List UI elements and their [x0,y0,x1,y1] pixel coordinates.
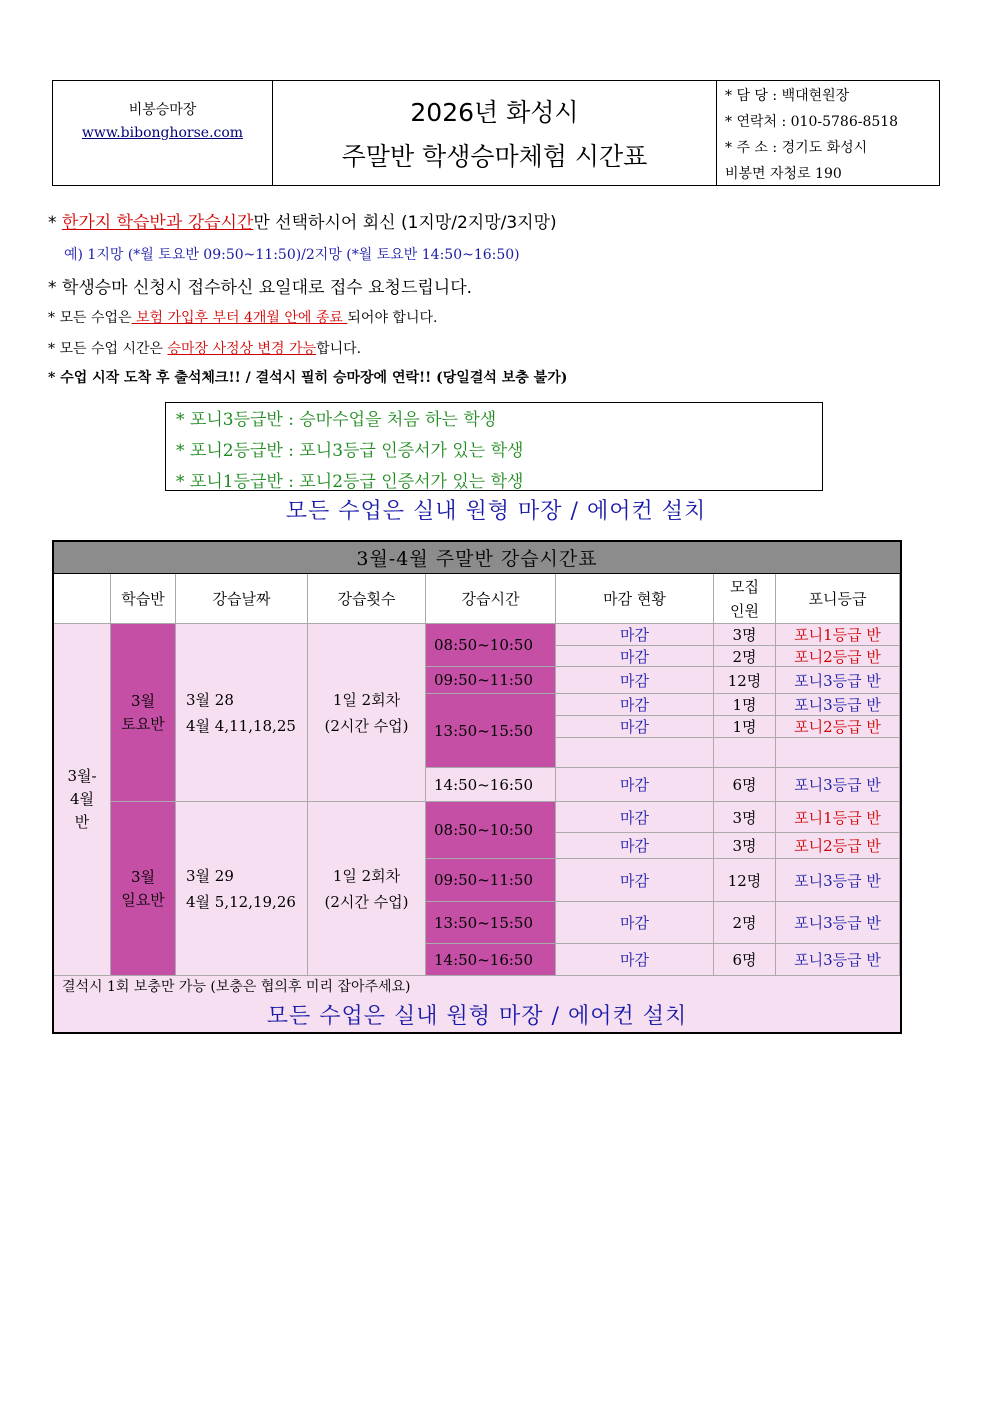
page-title-line1: 2026년 화성시 [410,98,579,127]
header-box [52,80,940,186]
header-recruit [714,574,776,624]
note-text: * 모든 수업 시간은 [48,341,168,357]
note-choose-one [48,208,557,233]
address-info-1: * 주 소 : 경기도 화성시 [725,140,868,156]
sun-time-0850: 08:50~10:50 [426,802,556,859]
sat-class-cell [111,624,176,802]
header-period [54,574,111,624]
period-line2: 4월 [69,790,95,808]
sun-dates-line1: 3월 29 [186,866,234,885]
note-apply: * 학생승마 신청시 접수하신 요일대로 접수 요청드립니다. [48,278,473,298]
note-example: 예) 1지망 (*월 토요반 09:50~11:50)/2지망 (*월 토요반 14:50~16:50) [64,247,520,263]
header-recruit-line2: 인원 [730,601,759,620]
sun-people-2: 3명 [714,833,776,859]
sat-dates-line1: 3월 28 [186,690,234,709]
header-recruit-line1: 모집 [730,577,759,596]
title-cell [273,81,717,185]
header-time: 강습시간 [426,574,556,624]
header-status: 마감 현황 [556,574,714,624]
note-time-change [48,338,361,358]
address-info-2: 비봉면 자청로 190 [725,166,842,182]
sat-status-3: 마감 [556,667,714,694]
sun-time-1450: 14:50~16:50 [426,944,556,976]
header-count: 강습횟수 [308,574,426,624]
sat-time-1450: 14:50~16:50 [426,768,556,802]
sat-people-7: 6명 [714,768,776,802]
period-cell [54,624,111,976]
header-dates: 강습날짜 [176,574,308,624]
sun-class-cell [111,802,176,976]
sat-people-3: 12명 [714,667,776,694]
note-insurance [48,307,437,327]
sat-grade-2: 포니2등급 반 [776,646,900,667]
sat-grade-5: 포니2등급 반 [776,716,900,738]
sat-class-line1: 3월 [130,691,156,710]
sun-grade-2: 포니2등급 반 [776,833,900,859]
sat-time-0950: 09:50~11:50 [426,667,556,694]
sun-people-4: 2명 [714,902,776,944]
sat-grade-6 [776,738,900,768]
note-highlight: 보험 가입후 부터 4개월 안에 종료 [131,310,348,326]
sun-status-4: 마감 [556,902,714,944]
sat-status-4: 마감 [556,694,714,716]
page-title-line2: 주말반 학생승마체험 시간표 [341,142,648,171]
sun-dates-line2: 4월 5,12,19,26 [186,892,296,911]
header-grade: 포니등급 [776,574,900,624]
sat-status-7: 마감 [556,768,714,802]
sat-grade-1: 포니1등급 반 [776,624,900,646]
makeup-note: 결석시 1회 보충만 가능 (보충은 협의후 미리 잡아주세요) [62,979,411,995]
sun-grade-1: 포니1등급 반 [776,802,900,833]
sat-status-6 [556,738,714,768]
notice-bottom: 모든 수업은 실내 원형 마장 / 에어컨 설치 [266,1004,688,1029]
timetable-title: 3월-4월 주말반 강습시간표 [54,542,900,574]
note-text: 합니다. [316,341,362,357]
note-star: * [48,213,62,233]
sat-count-cell [308,624,426,802]
sat-grade-3: 포니3등급 반 [776,667,900,694]
sun-count-cell [308,802,426,976]
sun-class-line2: 일요반 [121,890,165,909]
sat-dates-line2: 4월 4,11,18,25 [186,716,296,735]
sun-count-line2: (2시간 수업) [324,892,409,911]
period-line3: 반 [74,813,90,831]
sun-time-0950: 09:50~11:50 [426,859,556,902]
manager-info: * 담 당 : 백대현원장 [725,88,850,104]
sun-grade-3: 포니3등급 반 [776,859,900,902]
sat-count-line1: 1일 2회차 [332,690,401,709]
sun-grade-4: 포니3등급 반 [776,902,900,944]
sat-status-2: 마감 [556,646,714,667]
level-3-desc: * 포니3등급반 : 승마수업을 처음 하는 학생 [176,410,497,430]
sun-people-1: 3명 [714,802,776,833]
contact-cell [717,81,941,185]
sun-grade-5: 포니3등급 반 [776,944,900,976]
sat-grade-7: 포니3등급 반 [776,768,900,802]
sat-people-4: 1명 [714,694,776,716]
sun-count-line1: 1일 2회차 [332,866,401,885]
header-class: 학습반 [111,574,176,624]
sun-people-5: 6명 [714,944,776,976]
sat-dates-cell [176,624,308,802]
sat-people-2: 2명 [714,646,776,667]
sun-class-line1: 3월 [130,867,156,886]
sun-status-3: 마감 [556,859,714,902]
note-attendance: * 수업 시작 도착 후 출석체크!! / 결석시 필히 승마장에 연락!! (당일결석 보충 불가) [48,370,568,386]
note-text: * 모든 수업은 [48,310,132,326]
level-box [165,402,823,491]
sat-people-5: 1명 [714,716,776,738]
sat-people-6 [714,738,776,768]
sun-status-2: 마감 [556,833,714,859]
site-cell [53,81,273,185]
sat-status-1: 마감 [556,624,714,646]
note-highlight: 한가지 학습반과 강습시간 [61,213,254,233]
level-1-desc: * 포니1등급반 : 포니2등급 인증서가 있는 학생 [176,472,524,492]
note-text: 만 선택하시어 회신 (1지망/2지망/3지망) [253,213,557,233]
sat-grade-4: 포니3등급 반 [776,694,900,716]
sun-status-1: 마감 [556,802,714,833]
sun-dates-cell [176,802,308,976]
timetable [52,540,902,1034]
site-name: 비봉승마장 [128,102,197,118]
sat-class-line2: 토요반 [121,714,165,733]
sun-people-3: 12명 [714,859,776,902]
sun-status-5: 마감 [556,944,714,976]
sat-time-1350: 13:50~15:50 [426,694,556,768]
notice-top: 모든 수업은 실내 원형 마장 / 에어컨 설치 [285,499,707,524]
phone-info: * 연락처 : 010-5786-8518 [725,114,899,130]
sat-count-line2: (2시간 수업) [324,716,409,735]
sat-people-1: 3명 [714,624,776,646]
note-text: 되어야 합니다. [347,310,438,326]
note-highlight: 승마장 사정상 변경 가능 [167,341,317,357]
sat-time-0850: 08:50~10:50 [426,624,556,667]
period-line1: 3월- [67,767,97,785]
sun-time-1350: 13:50~15:50 [426,902,556,944]
site-url-link[interactable]: www.bibonghorse.com [81,125,244,141]
level-2-desc: * 포니2등급반 : 포니3등급 인증서가 있는 학생 [176,441,524,461]
sat-status-5: 마감 [556,716,714,738]
